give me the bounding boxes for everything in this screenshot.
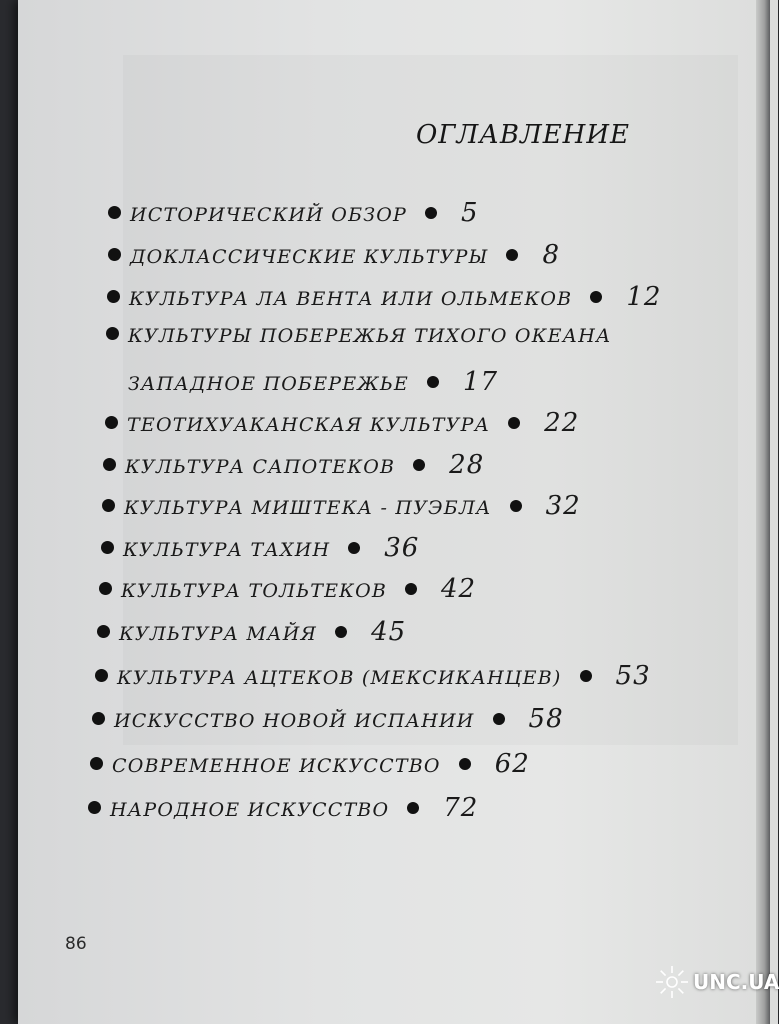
toc-entry[interactable] [106, 325, 612, 347]
toc-entry-label: КУЛЬТУРА САПОТЕКОВ [125, 456, 396, 478]
bullet-icon [105, 416, 118, 429]
toc-entry-label: ДОКЛАССИЧЕСКИЕ КУЛЬТУРЫ [130, 246, 489, 268]
separator-dot-icon [348, 542, 360, 554]
toc-entry[interactable] [107, 282, 661, 312]
separator-dot-icon [427, 376, 439, 388]
toc-entry[interactable] [99, 574, 476, 604]
toc-entry[interactable] [97, 617, 406, 647]
toc-entry-page: 12 [626, 282, 662, 312]
toc-entry-page: 72 [443, 793, 479, 823]
separator-dot-icon [335, 626, 347, 638]
toc-entry-page: 45 [371, 617, 407, 647]
toc-entry[interactable] [108, 240, 560, 270]
bullet-icon [106, 327, 119, 340]
toc-entry-label: ИСТОРИЧЕСКИЙ ОБЗОР [130, 204, 408, 226]
bullet-icon [102, 499, 115, 512]
toc-entry[interactable] [92, 704, 564, 734]
toc-entry-page: 42 [441, 574, 477, 604]
separator-dot-icon [580, 670, 592, 682]
toc-entry[interactable] [102, 491, 581, 521]
toc-entry[interactable] [95, 661, 651, 691]
separator-dot-icon [590, 291, 602, 303]
toc-entry-page: 32 [545, 491, 581, 521]
bullet-icon [90, 757, 103, 770]
toc-entry-page: 62 [494, 749, 530, 779]
toc-entry-label: ТЕОТИХУАКАНСКАЯ КУЛЬТУРА [127, 414, 491, 436]
bullet-icon [101, 541, 114, 554]
separator-dot-icon [425, 207, 437, 219]
separator-dot-icon [493, 713, 505, 725]
toc-entry-page: 28 [449, 450, 485, 480]
bullet-icon [95, 669, 108, 682]
toc-entry-page: 58 [528, 704, 564, 734]
toc-entry-label: ЗАПАДНОЕ ПОБЕРЕЖЬЕ [128, 373, 409, 395]
toc-entry-label: КУЛЬТУРА ТАХИН [123, 539, 331, 561]
bullet-icon [108, 206, 121, 219]
toc-entry-label: КУЛЬТУРА МАЙЯ [119, 623, 318, 645]
toc-entry-page: 5 [461, 198, 479, 228]
toc-entry-label: НАРОДНОЕ ИСКУССТВО [110, 799, 390, 821]
toc-entry-label: КУЛЬТУРЫ ПОБЕРЕЖЬЯ ТИХОГО ОКЕАНА [128, 325, 612, 347]
page-edge [756, 0, 770, 1024]
bullet-icon [97, 625, 110, 638]
toc-entry[interactable] [90, 749, 530, 779]
separator-dot-icon [405, 583, 417, 595]
separator-dot-icon [459, 758, 471, 770]
toc-entry-page: 8 [542, 240, 561, 270]
toc-entry-label: КУЛЬТУРА ЛА ВЕНТА ИЛИ ОЛЬМЕКОВ [129, 288, 573, 310]
separator-dot-icon [508, 417, 520, 429]
watermark-text: UNC.UA [693, 970, 779, 994]
page-number: 86 [65, 934, 87, 954]
sunburst-logo-icon [655, 965, 689, 999]
toc-entry[interactable] [105, 408, 579, 438]
toc-entry-label: КУЛЬТУРА МИШТЕКА - ПУЭБЛА [124, 497, 492, 519]
toc-entry-page: 36 [384, 533, 420, 563]
toc-entry-page: 17 [462, 367, 499, 397]
toc-entry[interactable] [106, 367, 498, 397]
toc-entry-label: КУЛЬТУРА АЦТЕКОВ (МЕКСИКАНЦЕВ) [117, 667, 562, 689]
book-page [18, 0, 778, 1024]
bullet-icon [108, 248, 121, 261]
toc-entry[interactable] [103, 450, 484, 480]
bullet-icon [107, 290, 120, 303]
toc-entry[interactable] [88, 793, 478, 823]
separator-dot-icon [510, 500, 522, 512]
bullet-icon [99, 582, 112, 595]
bullet-icon [103, 458, 116, 471]
bullet-icon [92, 712, 105, 725]
watermark [655, 965, 779, 999]
toc-entry-page: 53 [615, 661, 651, 691]
toc-entry[interactable] [101, 533, 419, 563]
separator-dot-icon [506, 249, 518, 261]
toc-entry-label: КУЛЬТУРА ТОЛЬТЕКОВ [121, 580, 388, 602]
toc-entry-label: СОВРЕМЕННОЕ ИСКУССТВО [112, 755, 441, 777]
separator-dot-icon [413, 459, 425, 471]
toc-entry[interactable] [108, 198, 479, 228]
toc-title: ОГЛАВЛЕНИЕ [415, 120, 630, 150]
toc-entry-label: ИСКУССТВО НОВОЙ ИСПАНИИ [114, 710, 475, 732]
toc-entry-page: 22 [544, 408, 580, 438]
bullet-icon [88, 801, 101, 814]
separator-dot-icon [407, 802, 419, 814]
